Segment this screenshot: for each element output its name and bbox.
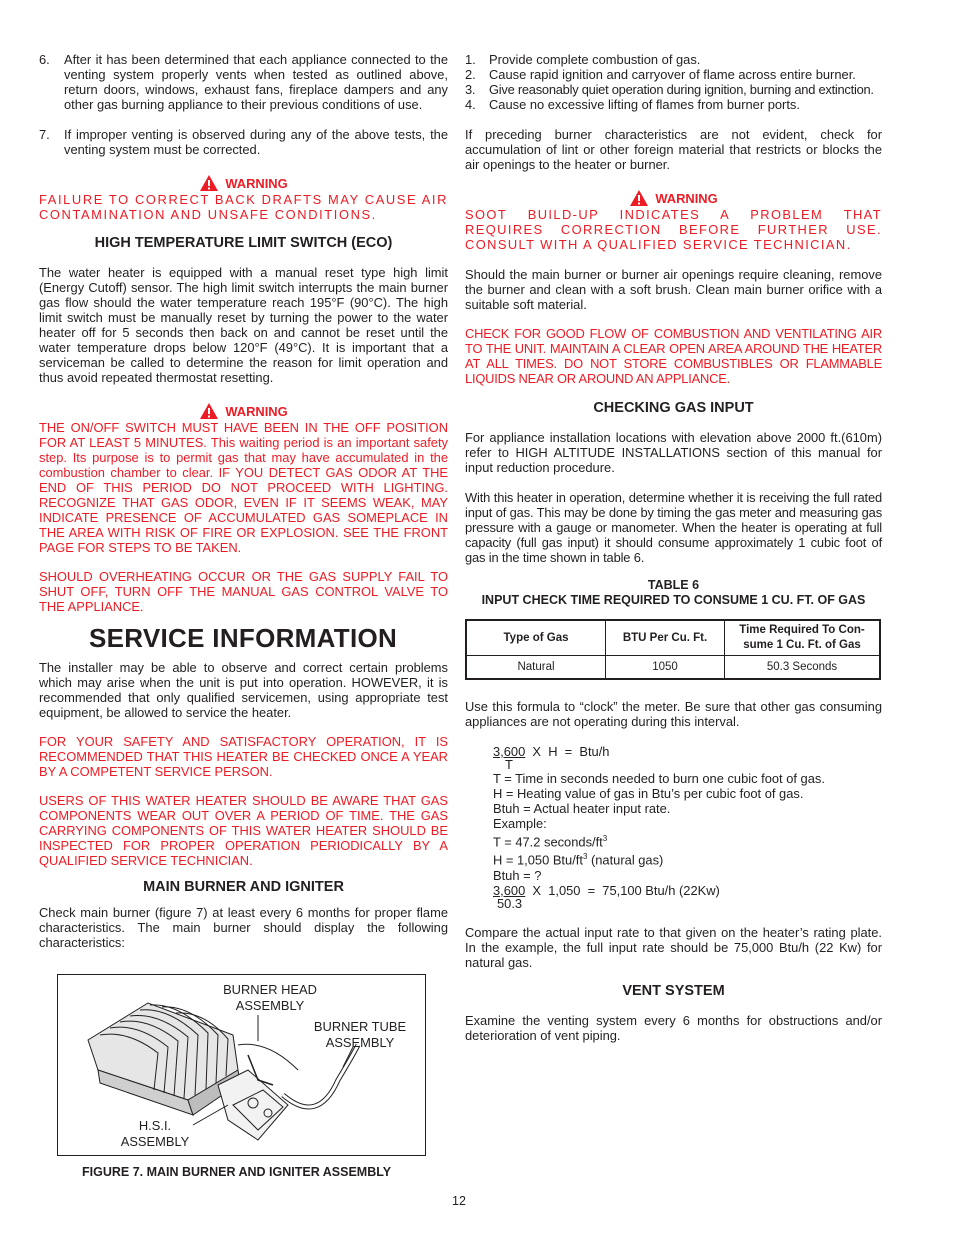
vent-paragraph: Examine the venting system every 6 months for obstructions and/or deterioration of vent piping.: [465, 1012, 882, 1043]
table-cell: Natural: [466, 656, 606, 680]
page-title: SERVICE INFORMATION: [89, 623, 398, 653]
table-header: BTU Per Cu. Ft.: [606, 620, 725, 656]
warning-icon: [199, 174, 219, 192]
table-row: [466, 656, 880, 680]
warning-header: [39, 174, 448, 192]
compare-paragraph: Compare the actual input rate to that given on the heater’s rating plate. In the example, the full input rate should be 75,000 Btu/h (22 Kw) for natural gas.: [465, 924, 882, 970]
warning-text: SOOT BUILD-UP INDICATES A PROBLEM THAT REQUIRES CORRECTION BEFORE FURTHER USE. CONSULT WITH A QUALIFIED SERVICE TECHNICIAN.: [465, 207, 882, 252]
item-number: 2.: [465, 67, 476, 82]
formula-rest: X H = Btu/h: [525, 744, 610, 759]
formula-line: [493, 744, 882, 759]
warning-text: THE ON/OFF SWITCH MUST HAVE BEEN IN THE OFF POSITION FOR AT LEAST 5 MINUTES. This waiting period is an important safety step. Its purpose is to permit gas that may have accumulated in the combustion chamber to clear. IF YOU DETECT GAS ODOR AT THE END OF THIS PERIOD DO NOT PROCEED WITH LIGHTING. RECOGNIZE THAT GAS ODOR, EVEN IF IT SEEMS WEAK, MAY INDICATE PRESENCE OF ACCUMULATED GAS SOMEPLACE IN THE AREA WITH RISK OF FIRE OR EXPLOSION. SEE THE FRONT PAGE FOR STEPS TO BE TAKEN.: [39, 420, 448, 555]
burner-paragraph: Check main burner (figure 7) at least every 6 months for proper flame characteristics. The main burner should display the following characteristics:: [39, 905, 448, 950]
example-rest: X 1,050 = 75,100 Btu/h (22Kw): [525, 882, 720, 898]
btuh-definition: Btuh = Actual heater input rate.: [493, 801, 671, 816]
list-item: [465, 67, 882, 82]
figure-7: [57, 974, 426, 1156]
h-definition: H = Heating value of gas in Btu’s per cubic foot of gas.: [493, 786, 804, 801]
example-h-text: H = 1,050 Btu/ft: [493, 852, 583, 868]
gas-input-table: [465, 619, 881, 680]
vent-heading: VENT SYSTEM: [622, 982, 725, 999]
gas-input-heading: CHECKING GAS INPUT: [593, 400, 754, 416]
formula-denominator: T: [505, 757, 513, 772]
list-item: [465, 82, 882, 97]
altitude-paragraph: For appliance installation locations with elevation above 2000 ft.(610m) refer to HIGH ALTITUDE INSTALLATIONS section of this manual for input reduction procedure.: [465, 430, 882, 475]
service-paragraph: The installer may be able to observe and correct certain problems which may arise when the unit is put into operation. HOWEVER, it is recommended that only qualified servicemen, using appropriate test equipment, be allowed to service the heater.: [39, 660, 448, 720]
burner-characteristics-list: [465, 52, 882, 112]
example-denominator: 50.3: [497, 895, 523, 911]
t-definition: T = Time in seconds needed to burn one cubic foot of gas.: [493, 771, 825, 786]
table-subtitle: INPUT CHECK TIME REQUIRED TO CONSUME 1 CU. FT. OF GAS: [481, 593, 866, 607]
table-title: TABLE 6: [647, 578, 700, 592]
list-item-7: [39, 127, 448, 157]
hsi-label: H.S.I. ASSEMBLY: [120, 1118, 190, 1149]
eco-heading: HIGH TEMPERATURE LIMIT SWITCH (ECO): [94, 235, 393, 251]
table-header: Type of Gas: [466, 620, 606, 656]
burner-tube-label: BURNER TUBE ASSEMBLY: [313, 1019, 407, 1050]
figure-caption: FIGURE 7. MAIN BURNER AND IGNITER ASSEMBLY: [82, 1165, 392, 1179]
formula-intro: Use this formula to “clock” the meter. Be sure that other gas consuming appliances are not operating during this interval.: [465, 699, 882, 729]
warning-label: WARNING: [225, 175, 288, 191]
item-number: 3.: [465, 82, 476, 97]
example-label: Example:: [493, 816, 547, 831]
item-text: Give reasonably quiet operation during ignition, burning and extinction.: [489, 82, 874, 97]
list-item: [465, 52, 882, 67]
page-number: 12: [452, 1194, 466, 1208]
left-column: [39, 52, 448, 950]
example-numerator: 3,600: [493, 882, 526, 898]
superscript: 3: [602, 834, 608, 843]
example-formula: [493, 883, 882, 898]
item-number: 4.: [465, 97, 476, 112]
air-flow-warning: CHECK FOR GOOD FLOW OF COMBUSTION AND VENTILATING AIR TO THE UNIT. MAINTAIN A CLEAR OPEN AREA AROUND THE HEATER AT ALL TIMES. DO NOT STORE COMBUSTIBLES OR FLAMMABLE LIQUIDS NEAR OR AROUND AN APPLIANCE.: [465, 326, 882, 386]
burner-head-label: BURNER HEAD ASSEMBLY: [223, 982, 317, 1013]
list-item: [465, 97, 882, 112]
eco-paragraph: The water heater is equipped with a manual reset type high limit (Energy Cutoff) sensor. The high limit switch interrupts the main burner gas flow should the water temperature reach 195°F (90°C). The high limit switch must be manually reset by turning the power to the water heater off for 5 seconds then back on and cannot be reset until the water temperature drops below 120°F (49°C). It is important that a serviceman be called to determine the reason for limit operation and thus avoid repeated thermostat resetting.: [39, 265, 448, 385]
table-cell: 50.3 Seconds: [725, 656, 881, 680]
item-text: Cause no excessive lifting of flames from burner ports.: [489, 97, 800, 112]
warning-label: WARNING: [225, 403, 288, 419]
safety-warning: FOR YOUR SAFETY AND SATISFACTORY OPERATION, IT IS RECOMMENDED THAT THIS HEATER BE CHECKED ONCE A YEAR BY A COMPETENT SERVICE PERSON.: [39, 734, 448, 779]
item-text: Cause rapid ignition and carryover of flame across entire burner.: [489, 67, 856, 82]
example-h: [493, 849, 882, 867]
item-number: 1.: [465, 52, 476, 67]
warning-icon: [199, 402, 219, 420]
item-number: 7.: [39, 127, 50, 142]
warning-label: WARNING: [655, 190, 718, 206]
burner-heading: MAIN BURNER AND IGNITER: [143, 879, 344, 895]
warning-header: [39, 402, 448, 420]
item-text: If improper venting is observed during any of the above tests, the venting system must be corrected.: [64, 127, 448, 157]
preceding-paragraph: If preceding burner characteristics are not evident, check for accumulation of lint or other foreign material that restricts or blocks the air openings to the heater or burner.: [465, 127, 882, 172]
overheat-warning: SHOULD OVERHEATING OCCUR OR THE GAS SUPPLY FAIL TO SHUT OFF, TURN OFF THE MANUAL GAS CONTROL VALVE TO THE APPLIANCE.: [39, 569, 448, 614]
table-header-row: [466, 620, 880, 656]
cleaning-paragraph: Should the main burner or burner air openings require cleaning, remove the burner and clean with a soft brush. Clean main burner orifice with a suitable soft material.: [465, 267, 882, 312]
warning-header: [465, 189, 882, 207]
formula-block: [493, 744, 882, 910]
table-cell: 1050: [606, 656, 725, 680]
item-text: Provide complete combustion of gas.: [489, 52, 701, 67]
example-t-text: T = 47.2 seconds/ft: [493, 834, 603, 850]
users-warning: USERS OF THIS WATER HEATER SHOULD BE AWARE THAT GAS COMPONENTS WEAR OUT OVER A PERIOD OF TIME. THE GAS CARRYING COMPONENTS OF THIS WATER HEATER SHOULD BE INSPECTED FOR PROPER OPERATION PERIODICALLY BY A QUALIFIED SERVICE TECHNICIAN.: [39, 793, 448, 868]
list-item-6: [39, 52, 448, 112]
operation-paragraph: With this heater in operation, determine whether it is receiving the full rated input of gas. This may be done by timing the gas meter and measuring gas pressure with a gauge or manometer. When the heater is operating at full capacity (full gas input) it should consume approximately 1 cubic foot of gas in the time shown in table 6.: [465, 490, 882, 565]
warning-text: FAILURE TO CORRECT BACK DRAFTS MAY CAUSE AIR CONTAMINATION AND UNSAFE CONDITIONS.: [39, 192, 448, 222]
superscript: 3: [582, 852, 588, 862]
example-t: [493, 831, 882, 849]
formula-numerator: 3,600: [493, 744, 526, 759]
item-number: 6.: [39, 52, 50, 67]
table-header: Time Required To Con- sume 1 Cu. Ft. of Gas: [725, 620, 881, 656]
example-btuh: Btuh = ?: [493, 867, 542, 883]
item-text: After it has been determined that each appliance connected to the venting system properly vents when tested as outlined above, return doors, windows, exhaust fans, fireplace dampers and any other gas burning appliance to their previous conditions of use.: [64, 52, 448, 112]
warning-icon: [629, 189, 649, 207]
example-h-tail: (natural gas): [587, 852, 664, 868]
right-column: [465, 52, 882, 1043]
